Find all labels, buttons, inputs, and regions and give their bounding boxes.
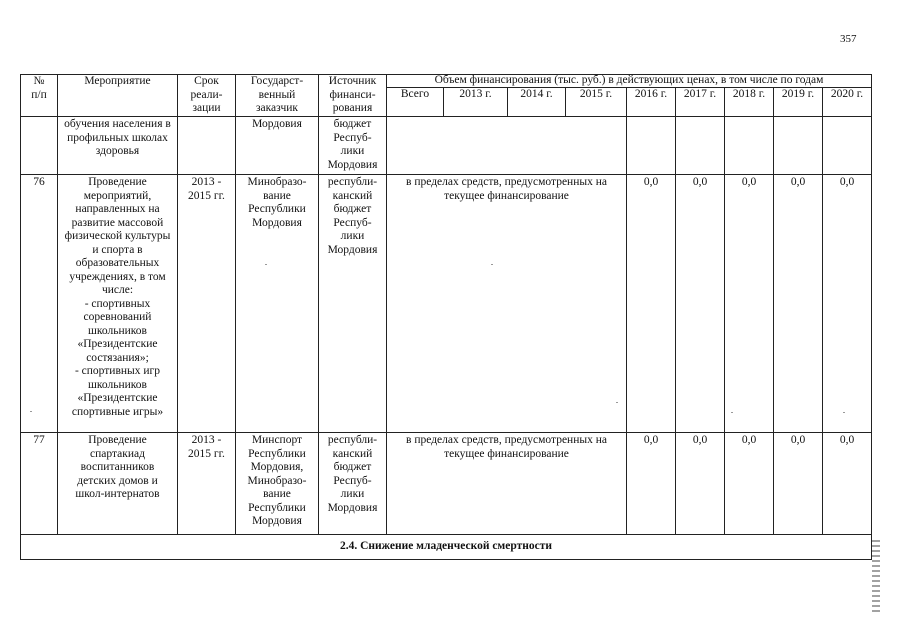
row-customer: Мордовия <box>252 118 302 130</box>
scan-speck <box>30 411 32 412</box>
row-customer: Минспорт Республики Мордовия, Минобразо- вание Республики Мордовия <box>247 434 307 527</box>
column-divider <box>773 87 774 534</box>
row-year-value: 0,0 <box>741 176 757 188</box>
column-divider <box>386 74 387 534</box>
header-source: Источник финанси- рования <box>328 75 377 114</box>
section-title: 2.4. Снижение младенческой смертности <box>339 540 553 552</box>
row-divider <box>20 174 872 175</box>
row-year-value: 0,0 <box>839 434 855 446</box>
row-divider <box>20 534 872 535</box>
scan-speck <box>731 412 733 413</box>
row-customer: Минобразо- вание Республики Мордовия <box>247 176 307 229</box>
header-year: 2016 г. <box>634 88 668 100</box>
row-source: бюджет Респуб- лики Мордовия <box>327 118 378 171</box>
header-year: 2018 г. <box>732 88 766 100</box>
row-divider <box>20 432 872 433</box>
header-year: 2020 г. <box>830 88 864 100</box>
row-source: республи- канский бюджет Респуб- лики Мордовия <box>327 176 378 256</box>
row-num: 76 <box>33 176 45 188</box>
row-year-value: 0,0 <box>741 434 757 446</box>
row-event: Проведение мероприятий, направленных на развитие массовой физической культуры и спорта в образовательных учреждениях, в том числе: - спортивных соревнований школьников «Президентские состязания»; - спортивных игр школьников «Президентские спортивные игры» <box>64 176 171 418</box>
row-year-value: 0,0 <box>643 434 659 446</box>
header-year: 2013 г. <box>459 88 492 100</box>
table-right-border <box>871 74 872 560</box>
table-left-border <box>20 74 21 560</box>
scan-edge-mark <box>872 540 880 615</box>
column-divider <box>822 87 823 534</box>
header-num: № п/п <box>31 75 47 101</box>
scan-speck <box>491 264 493 265</box>
row-funding-text: в пределах средств, предусмотренных на текущее финансирование <box>406 434 607 460</box>
row-event: обучения населения в профильных школах здоровья <box>64 118 171 157</box>
header-funding: Объем финансирования (тыс. руб.) в действующих ценах, в том числе по годам <box>434 74 824 86</box>
page-number: 357 <box>840 33 857 45</box>
header-bottom-rule <box>20 116 872 117</box>
column-divider <box>177 74 178 534</box>
column-divider <box>626 87 627 534</box>
header-year: 2017 г. <box>683 88 717 100</box>
funding-table <box>20 74 872 560</box>
scan-speck <box>843 412 845 413</box>
row-source: республи- канский бюджет Респуб- лики Мордовия <box>327 434 378 514</box>
header-year: 2015 г. <box>579 88 613 100</box>
scan-speck <box>616 402 618 403</box>
scan-speck <box>265 264 267 265</box>
header-year: 2019 г. <box>781 88 815 100</box>
row-term: 2013 - 2015 гг. <box>188 434 225 460</box>
column-divider <box>675 87 676 534</box>
row-year-value: 0,0 <box>790 434 806 446</box>
row-event: Проведение спартакиад воспитанников детских домов и школ-интернатов <box>75 434 160 500</box>
column-divider <box>724 87 725 534</box>
row-year-value: 0,0 <box>692 176 708 188</box>
header-event: Мероприятие <box>84 75 151 87</box>
row-funding-text: в пределах средств, предусмотренных на текущее финансирование <box>406 176 607 202</box>
table-bottom-border <box>20 559 872 560</box>
header-year: 2014 г. <box>520 88 553 100</box>
row-year-value: 0,0 <box>790 176 806 188</box>
row-term: 2013 - 2015 гг. <box>188 176 225 202</box>
header-customer: Государст- венный заказчик <box>250 75 304 114</box>
header-term: Срок реали- зации <box>190 75 223 114</box>
row-num: 77 <box>33 434 45 446</box>
row-year-value: 0,0 <box>692 434 708 446</box>
row-year-value: 0,0 <box>643 176 659 188</box>
header-total: Всего <box>400 88 430 100</box>
row-year-value: 0,0 <box>839 176 855 188</box>
